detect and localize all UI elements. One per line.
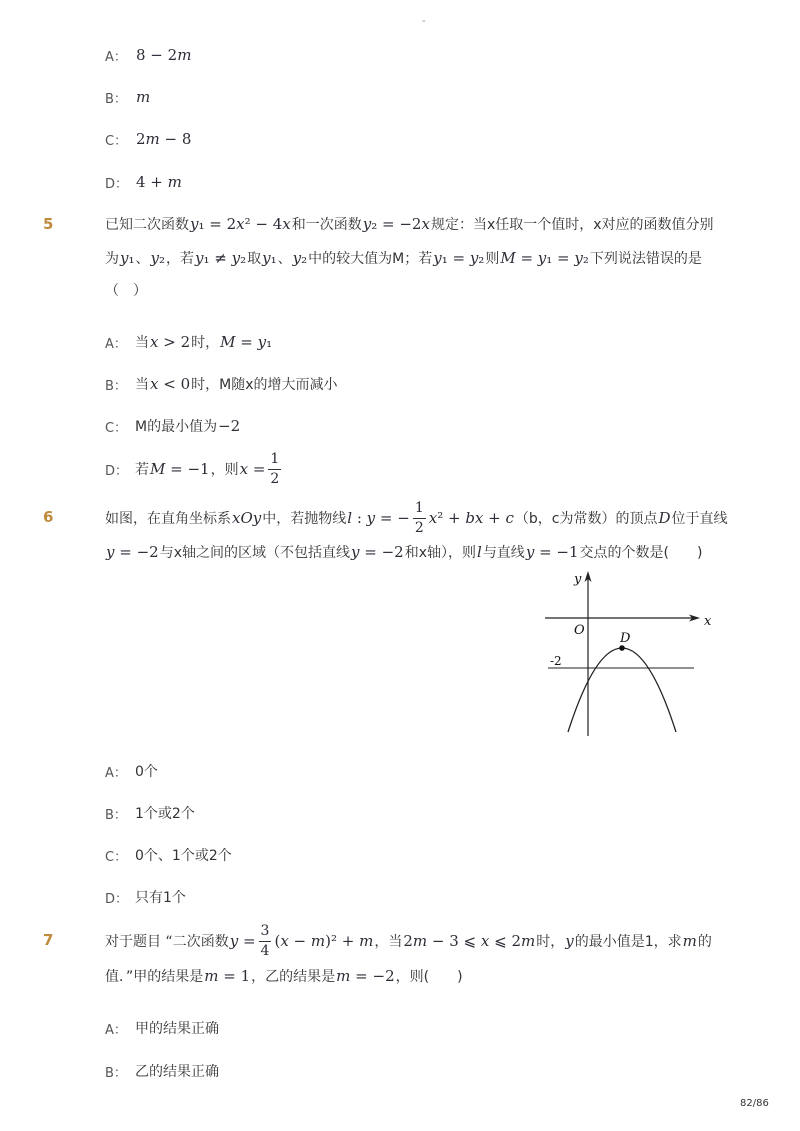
text-run: ，若 — [166, 251, 194, 267]
question-number: 5 — [43, 215, 54, 233]
math-expression: x² + bx + c — [428, 509, 514, 527]
option-label: D： — [105, 463, 129, 479]
math-expression: y₂ = −2x — [362, 215, 430, 233]
question-7-option-a — [105, 1016, 219, 1040]
text-run: 时，M随x的增大而减小 — [191, 377, 338, 393]
option-content — [135, 1061, 219, 1081]
text-run: 位于直线 — [671, 511, 728, 527]
question-7-line-1 — [105, 923, 712, 959]
page-top-mark: - — [422, 16, 426, 27]
text-run: 对于题目 “二次函数 — [105, 934, 229, 950]
option-content — [135, 374, 338, 394]
question-text — [105, 214, 714, 234]
answer-blank — [105, 280, 147, 300]
option-label: C： — [105, 420, 128, 436]
text-run: ，乙的结果是 — [251, 969, 336, 985]
math-expression: m — [682, 932, 697, 950]
text-run: 当 — [135, 335, 149, 351]
question-5-line-3 — [105, 278, 147, 302]
x-axis-label: x — [704, 614, 712, 629]
option-label: A： — [105, 765, 127, 781]
option-label: D： — [105, 176, 129, 192]
text-run: 如图，在直角坐标系 — [105, 511, 231, 527]
option-content — [135, 1018, 219, 1038]
vertex-point — [619, 645, 625, 651]
text-run: 则 — [485, 251, 500, 267]
option-label: C： — [105, 849, 128, 865]
math-expression: x > 2 — [150, 333, 191, 351]
question-5-option-a — [105, 330, 273, 354]
math-expression: l — [477, 543, 482, 561]
option-label: C： — [105, 133, 128, 149]
question-6-line-1 — [105, 500, 728, 536]
page-number: 82/86 — [740, 1098, 769, 1109]
question-text — [105, 248, 702, 268]
math-expression: m — [136, 88, 151, 106]
math-expression: l : y = − — [347, 509, 410, 527]
option-content — [135, 173, 183, 191]
question-6-option-d — [105, 885, 186, 909]
fraction-denominator: 2 — [270, 470, 280, 487]
fraction — [413, 500, 426, 535]
math-expression: y = — [229, 932, 256, 950]
question-5-option-c — [105, 414, 241, 438]
text-run: 为 — [105, 251, 119, 267]
text-run: 中的较大值为M；若 — [308, 251, 433, 267]
question-5-line-1 — [105, 212, 714, 236]
math-expression: y₁ — [262, 249, 277, 267]
option-label: A： — [105, 1022, 127, 1038]
math-expression: M = −1 — [150, 460, 210, 478]
fraction-numerator: 3 — [259, 923, 272, 941]
question-7-option-b — [105, 1059, 219, 1083]
text-run: 乙的结果正确 — [135, 1064, 219, 1080]
text-run: 规定：当x任取一个值时，x对应的函数值分别 — [430, 217, 714, 233]
math-expression: 8 − 2m — [136, 46, 192, 64]
fraction-numerator: 1 — [413, 500, 426, 518]
text-run: 的 — [697, 934, 712, 950]
minus-two-label: -2 — [550, 654, 562, 668]
prev-option-b — [105, 85, 151, 109]
text-run: 1个或2个 — [135, 806, 195, 822]
option-content — [135, 130, 192, 148]
question-5-option-d — [105, 451, 283, 487]
fraction-denominator: 2 — [414, 519, 424, 536]
option-label: D： — [105, 891, 129, 907]
text-run: 交点的个数是( ) — [579, 545, 703, 561]
question-text — [105, 923, 712, 958]
math-expression: y₂ — [150, 249, 165, 267]
question-6-option-a — [105, 759, 158, 783]
math-expression: y₂ — [292, 249, 308, 267]
fraction — [259, 923, 272, 958]
text-run: 、 — [277, 251, 292, 267]
math-expression: 2m − 8 — [136, 130, 192, 148]
text-run: 中，若抛物线 — [262, 511, 347, 527]
math-expression: y = −2 — [106, 543, 159, 561]
option-label: B： — [105, 91, 127, 107]
text-run: 、 — [135, 251, 150, 267]
text-run: 和x轴），则 — [404, 545, 476, 561]
option-content — [135, 761, 158, 781]
prev-option-c — [105, 127, 192, 151]
question-5-line-2 — [105, 246, 702, 270]
option-label: A： — [105, 49, 127, 65]
text-run: 的最小值是1，求 — [574, 934, 682, 950]
math-expression: xOy — [232, 509, 262, 527]
math-expression: 4 + m — [136, 173, 182, 191]
text-run: 下列说法错误的是 — [589, 251, 702, 267]
question-6-option-c — [105, 843, 232, 867]
option-content — [135, 845, 232, 865]
option-label: B： — [105, 807, 127, 823]
text-run: 只有1个 — [135, 890, 186, 906]
math-expression: y = −1 — [525, 543, 579, 561]
question-number: 7 — [43, 931, 54, 949]
origin-label: O — [574, 623, 585, 638]
text-run: 与直线 — [482, 545, 525, 561]
question-text — [105, 966, 463, 986]
fraction-denominator: 4 — [260, 942, 270, 959]
prev-option-a — [105, 43, 192, 67]
text-run: ，当 — [374, 934, 403, 950]
option-content — [135, 803, 195, 823]
math-expression: m = 1 — [204, 967, 251, 985]
fraction — [268, 451, 281, 486]
option-label: B： — [105, 378, 127, 394]
option-content — [135, 887, 186, 907]
text-run: 0个、1个或2个 — [135, 848, 232, 864]
parabola-curve — [568, 648, 676, 732]
math-expression: y — [565, 932, 574, 950]
text-run: 当 — [135, 377, 149, 393]
math-expression: y₁ = y₂ — [433, 249, 485, 267]
math-expression: y₁ = 2x² − 4x — [190, 215, 291, 233]
text-run: M的最小值为 — [135, 419, 218, 435]
text-run: 与x轴之间的区域（不包括直线 — [159, 545, 350, 561]
text-run: 取 — [247, 251, 262, 267]
text-run: 时， — [536, 934, 565, 950]
math-expression: −2 — [218, 417, 241, 435]
math-expression: (x − m)² + m — [274, 932, 374, 950]
question-7-line-2 — [105, 964, 463, 988]
text-run: 若 — [135, 462, 149, 478]
fraction-numerator: 1 — [268, 451, 281, 469]
math-expression: M = y₁ = y₂ — [500, 249, 589, 267]
text-run: 已知二次函数 — [105, 217, 189, 233]
text-run: （ ） — [105, 283, 147, 299]
math-expression: M = y₁ — [220, 333, 273, 351]
math-expression: D — [658, 509, 671, 527]
math-expression: x = — [239, 460, 266, 478]
option-content — [135, 332, 273, 352]
math-expression: y = −2 — [351, 543, 404, 561]
question-5-option-b — [105, 372, 338, 396]
prev-option-d — [105, 170, 183, 194]
math-expression: y₁ — [120, 249, 135, 267]
math-expression: y₁ ≠ y₂ — [195, 249, 247, 267]
y-axis-label: y — [574, 572, 582, 587]
option-content — [135, 46, 192, 64]
text-run: ，则 — [210, 462, 239, 478]
text-run: （b，c为常数）的顶点 — [514, 511, 658, 527]
question-text — [105, 500, 728, 535]
option-content — [135, 451, 283, 486]
parabola-figure — [540, 565, 720, 740]
math-expression: m = −2 — [336, 967, 395, 985]
question-6-line-2 — [105, 540, 702, 564]
option-content — [135, 416, 241, 436]
text-run: 甲的结果正确 — [135, 1021, 219, 1037]
question-6-option-b — [105, 801, 195, 825]
question-text — [105, 542, 702, 562]
option-label: A： — [105, 336, 127, 352]
math-expression: x < 0 — [150, 375, 191, 393]
option-content — [135, 88, 151, 106]
text-run: 和一次函数 — [291, 217, 362, 233]
text-run: ，则( ) — [395, 969, 463, 985]
text-run: 0个 — [135, 764, 158, 780]
question-number: 6 — [43, 508, 54, 526]
text-run: 时， — [191, 335, 220, 351]
vertex-label: D — [620, 631, 631, 646]
text-run: 值．”甲的结果是 — [105, 969, 204, 985]
math-expression: 2m − 3 ⩽ x ⩽ 2m — [403, 932, 536, 950]
option-label: B： — [105, 1065, 127, 1081]
